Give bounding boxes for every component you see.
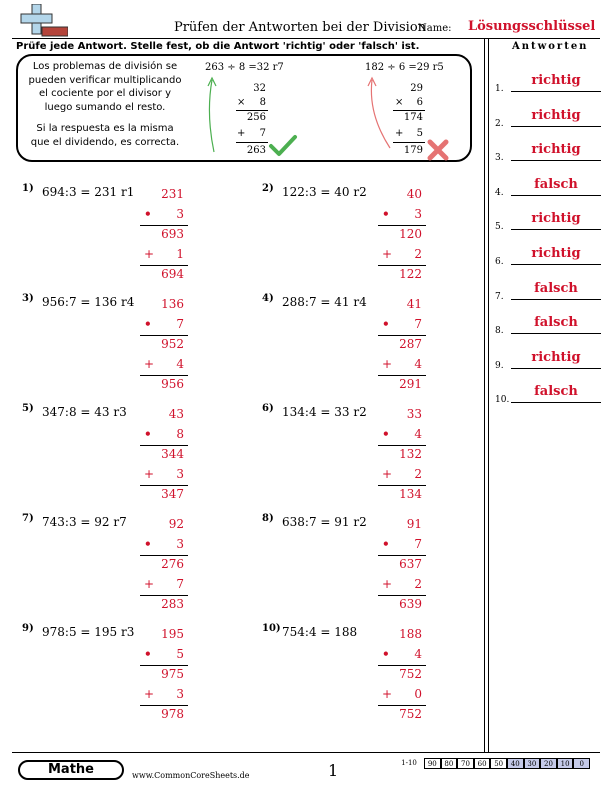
example-right-product: 174 <box>403 112 423 123</box>
problem-number: 6) <box>262 403 274 414</box>
answer-number: 9. <box>495 360 504 371</box>
check-product: 344 <box>161 447 184 461</box>
answer-line <box>511 195 601 196</box>
answer-value[interactable]: richtig <box>531 107 581 123</box>
answer-value[interactable]: richtig <box>531 246 581 261</box>
check-rule <box>378 555 426 556</box>
check-rule <box>378 225 426 226</box>
answer-line <box>511 264 601 265</box>
score-cell: 90 <box>424 758 441 769</box>
problem-equation: 956:7 = 136 r4 <box>42 295 135 309</box>
answer-line <box>511 368 601 369</box>
problem-number: 3) <box>22 293 34 304</box>
check-rule <box>140 445 188 446</box>
website-link[interactable]: www.CommonCoreSheets.de <box>132 771 250 780</box>
plus-sign: + <box>144 247 155 261</box>
score-cell: 20 <box>540 758 557 769</box>
answer-number: 5. <box>495 222 504 233</box>
problem-number: 4) <box>262 293 274 304</box>
check-total: 639 <box>399 597 422 611</box>
answer-number: 6. <box>495 257 504 267</box>
score-range-label: 1-10 <box>401 759 417 767</box>
check-rule <box>140 265 188 266</box>
check-rule <box>378 595 426 596</box>
check-rule <box>140 335 188 336</box>
problem-number: 7) <box>22 513 34 524</box>
example-left-divisor: 8 <box>259 97 266 108</box>
answer-number: 10. <box>495 395 510 406</box>
example-left-equation: 263 ÷ 8 =32 r7 <box>205 62 284 73</box>
column-divider <box>488 38 489 752</box>
check-divisor: 7 <box>176 317 184 331</box>
plus-sign: + <box>382 247 393 261</box>
answer-line <box>511 402 601 403</box>
score-cell: 80 <box>441 758 458 769</box>
check-remainder: 3 <box>176 467 184 481</box>
times-sign: • <box>382 207 390 221</box>
problem-number: 5) <box>22 403 34 414</box>
answer-number: 3. <box>495 153 504 164</box>
check-product: 276 <box>161 557 184 571</box>
check-rule <box>140 485 188 486</box>
check-product: 637 <box>399 557 422 571</box>
check-divisor: 3 <box>176 537 184 551</box>
problem-number: 1) <box>22 183 34 194</box>
times-sign: • <box>144 427 152 441</box>
example-right-plus: + <box>395 128 404 139</box>
cross-icon <box>426 138 450 162</box>
example-left-quotient: 32 <box>253 83 266 94</box>
check-quotient: 231 <box>161 187 184 201</box>
problem-number: 2) <box>262 183 274 194</box>
subject-badge: Mathe <box>18 760 124 780</box>
check-total: 134 <box>399 487 422 501</box>
check-divisor: 4 <box>414 427 422 441</box>
check-total: 291 <box>399 377 422 391</box>
score-cell: 10 <box>557 758 574 769</box>
problem-number: 10) <box>262 623 281 634</box>
check-remainder: 3 <box>176 687 184 701</box>
check-quotient: 41 <box>406 297 422 311</box>
check-quotient: 43 <box>168 407 184 421</box>
example-right-times: × <box>395 97 404 108</box>
plus-sign: + <box>144 687 155 701</box>
check-rule <box>378 705 426 706</box>
check-quotient: 92 <box>168 517 184 531</box>
example-left-rule <box>236 142 268 143</box>
check-product: 132 <box>399 447 422 461</box>
check-product: 120 <box>399 227 422 241</box>
times-sign: • <box>382 647 390 661</box>
check-rule <box>378 265 426 266</box>
check-divisor: 8 <box>176 427 184 441</box>
answer-line <box>511 91 601 92</box>
answer-key-label: Lösungsschlüssel <box>468 19 596 34</box>
plus-sign: + <box>382 577 393 591</box>
check-product: 952 <box>161 337 184 351</box>
example-right-divisor: 6 <box>416 97 423 108</box>
example-left-product: 256 <box>246 112 266 123</box>
score-cell: 40 <box>507 758 524 769</box>
example-right-rule <box>393 110 425 111</box>
answer-value[interactable]: richtig <box>531 211 581 227</box>
check-divisor: 3 <box>414 207 422 221</box>
plus-sign: + <box>144 357 155 371</box>
problem-equation: 638:7 = 91 r2 <box>282 515 367 529</box>
answer-value[interactable]: richtig <box>531 349 581 365</box>
problem-equation: 134:4 = 33 r2 <box>282 405 367 419</box>
times-sign: • <box>144 207 152 221</box>
check-remainder: 0 <box>414 687 422 701</box>
problem-equation: 347:8 = 43 r3 <box>42 405 127 419</box>
example-left-remainder: 7 <box>259 128 266 139</box>
check-rule <box>378 485 426 486</box>
check-quotient: 136 <box>161 297 184 311</box>
check-rule <box>378 665 426 666</box>
score-cell: 50 <box>490 758 507 769</box>
score-cell: 30 <box>524 758 541 769</box>
times-sign: • <box>144 647 152 661</box>
name-label: Name: <box>418 23 452 34</box>
page-title: Prüfen der Antworten bei der Division <box>173 20 427 35</box>
answer-value[interactable]: falsch <box>534 315 578 331</box>
check-product: 287 <box>399 337 422 351</box>
score-cell: 70 <box>457 758 474 769</box>
answer-value[interactable]: richtig <box>531 73 581 88</box>
answer-value[interactable]: falsch <box>534 176 578 192</box>
check-rule <box>140 595 188 596</box>
example-right-rule <box>393 142 425 143</box>
check-rule <box>378 375 426 376</box>
example-left-total: 263 <box>246 145 266 156</box>
divider <box>12 38 600 39</box>
check-remainder: 1 <box>176 247 184 261</box>
check-divisor: 7 <box>414 317 422 331</box>
check-rule <box>140 665 188 666</box>
answer-number: 1. <box>495 84 504 94</box>
check-total: 956 <box>161 377 184 391</box>
check-product: 975 <box>161 667 184 681</box>
check-product: 752 <box>399 667 422 681</box>
check-divisor: 5 <box>176 647 184 661</box>
check-remainder: 2 <box>414 577 422 591</box>
score-cell: 60 <box>474 758 491 769</box>
problem-equation: 122:3 = 40 r2 <box>282 185 367 199</box>
times-sign: • <box>382 427 390 441</box>
example-right-quotient: 29 <box>410 83 423 94</box>
answer-number: 7. <box>495 291 504 302</box>
problem-equation: 978:5 = 195 r3 <box>42 625 135 639</box>
check-rule <box>140 705 188 706</box>
times-sign: • <box>382 317 390 331</box>
check-quotient: 91 <box>406 517 422 531</box>
check-total: 347 <box>161 487 184 501</box>
check-divisor: 7 <box>414 537 422 551</box>
check-total: 694 <box>161 267 184 281</box>
answer-line <box>511 126 601 127</box>
check-total: 752 <box>399 707 422 721</box>
check-rule <box>140 375 188 376</box>
plus-sign: + <box>382 687 393 701</box>
check-remainder: 4 <box>414 357 422 371</box>
answer-line <box>511 160 601 161</box>
answer-number: 2. <box>495 118 504 129</box>
check-total: 122 <box>399 267 422 281</box>
check-quotient: 33 <box>406 407 422 421</box>
problem-number: 9) <box>22 623 34 634</box>
score-cell: 0 <box>573 758 590 769</box>
plus-sign: + <box>382 467 393 481</box>
example-right-remainder: 5 <box>416 128 423 139</box>
column-divider <box>484 38 485 752</box>
answer-line <box>511 229 601 230</box>
example-left-times: × <box>237 97 246 108</box>
problem-equation: 743:3 = 92 r7 <box>42 515 127 529</box>
check-quotient: 188 <box>399 627 422 641</box>
example-text-1: Los problemas de división se pueden verificar multiplicando el cociente por el divisor y luego sumando el resto. <box>28 61 182 113</box>
example-text-2: Si la respuesta es la misma que el dividendo, es correcta. <box>30 123 180 148</box>
example-right-total: 179 <box>403 145 423 156</box>
plus-sign: + <box>382 357 393 371</box>
check-remainder: 2 <box>414 247 422 261</box>
check-icon <box>268 134 298 158</box>
check-rule <box>378 335 426 336</box>
answer-value[interactable]: richtig <box>531 142 581 158</box>
check-divisor: 3 <box>176 207 184 221</box>
problem-equation: 288:7 = 41 r4 <box>282 295 367 309</box>
check-product: 693 <box>161 227 184 241</box>
plus-sign: + <box>144 467 155 481</box>
times-sign: • <box>144 317 152 331</box>
times-sign: • <box>382 537 390 551</box>
check-total: 283 <box>161 597 184 611</box>
example-explanation <box>26 60 184 157</box>
example-left-plus: + <box>237 128 246 139</box>
check-remainder: 7 <box>176 577 184 591</box>
check-total: 978 <box>161 707 184 721</box>
answer-line <box>511 333 601 334</box>
problem-equation: 754:4 = 188 <box>282 625 358 639</box>
answer-number: 4. <box>495 187 504 198</box>
answer-value[interactable]: falsch <box>534 384 578 400</box>
answers-heading: Antworten <box>512 41 589 52</box>
plus-sign: + <box>144 577 155 591</box>
footer-divider <box>12 752 600 753</box>
check-remainder: 4 <box>176 357 184 371</box>
instructions: Prüfe jede Antwort. Stelle fest, ob die Antwort 'richtig' oder 'falsch' ist. <box>16 41 420 52</box>
check-divisor: 4 <box>414 647 422 661</box>
answer-value[interactable]: falsch <box>534 280 578 296</box>
check-rule <box>140 555 188 556</box>
check-quotient: 40 <box>406 187 422 201</box>
example-right-equation: 182 ÷ 6 =29 r5 <box>365 62 444 73</box>
times-sign: • <box>144 537 152 551</box>
problem-equation: 694:3 = 231 r1 <box>42 185 135 199</box>
page-number: 1 <box>328 761 339 780</box>
check-remainder: 2 <box>414 467 422 481</box>
check-rule <box>140 225 188 226</box>
answer-line <box>511 299 601 300</box>
problem-number: 8) <box>262 513 274 524</box>
example-left-rule <box>236 110 268 111</box>
check-quotient: 195 <box>161 627 184 641</box>
answer-number: 8. <box>495 326 504 337</box>
check-rule <box>378 445 426 446</box>
